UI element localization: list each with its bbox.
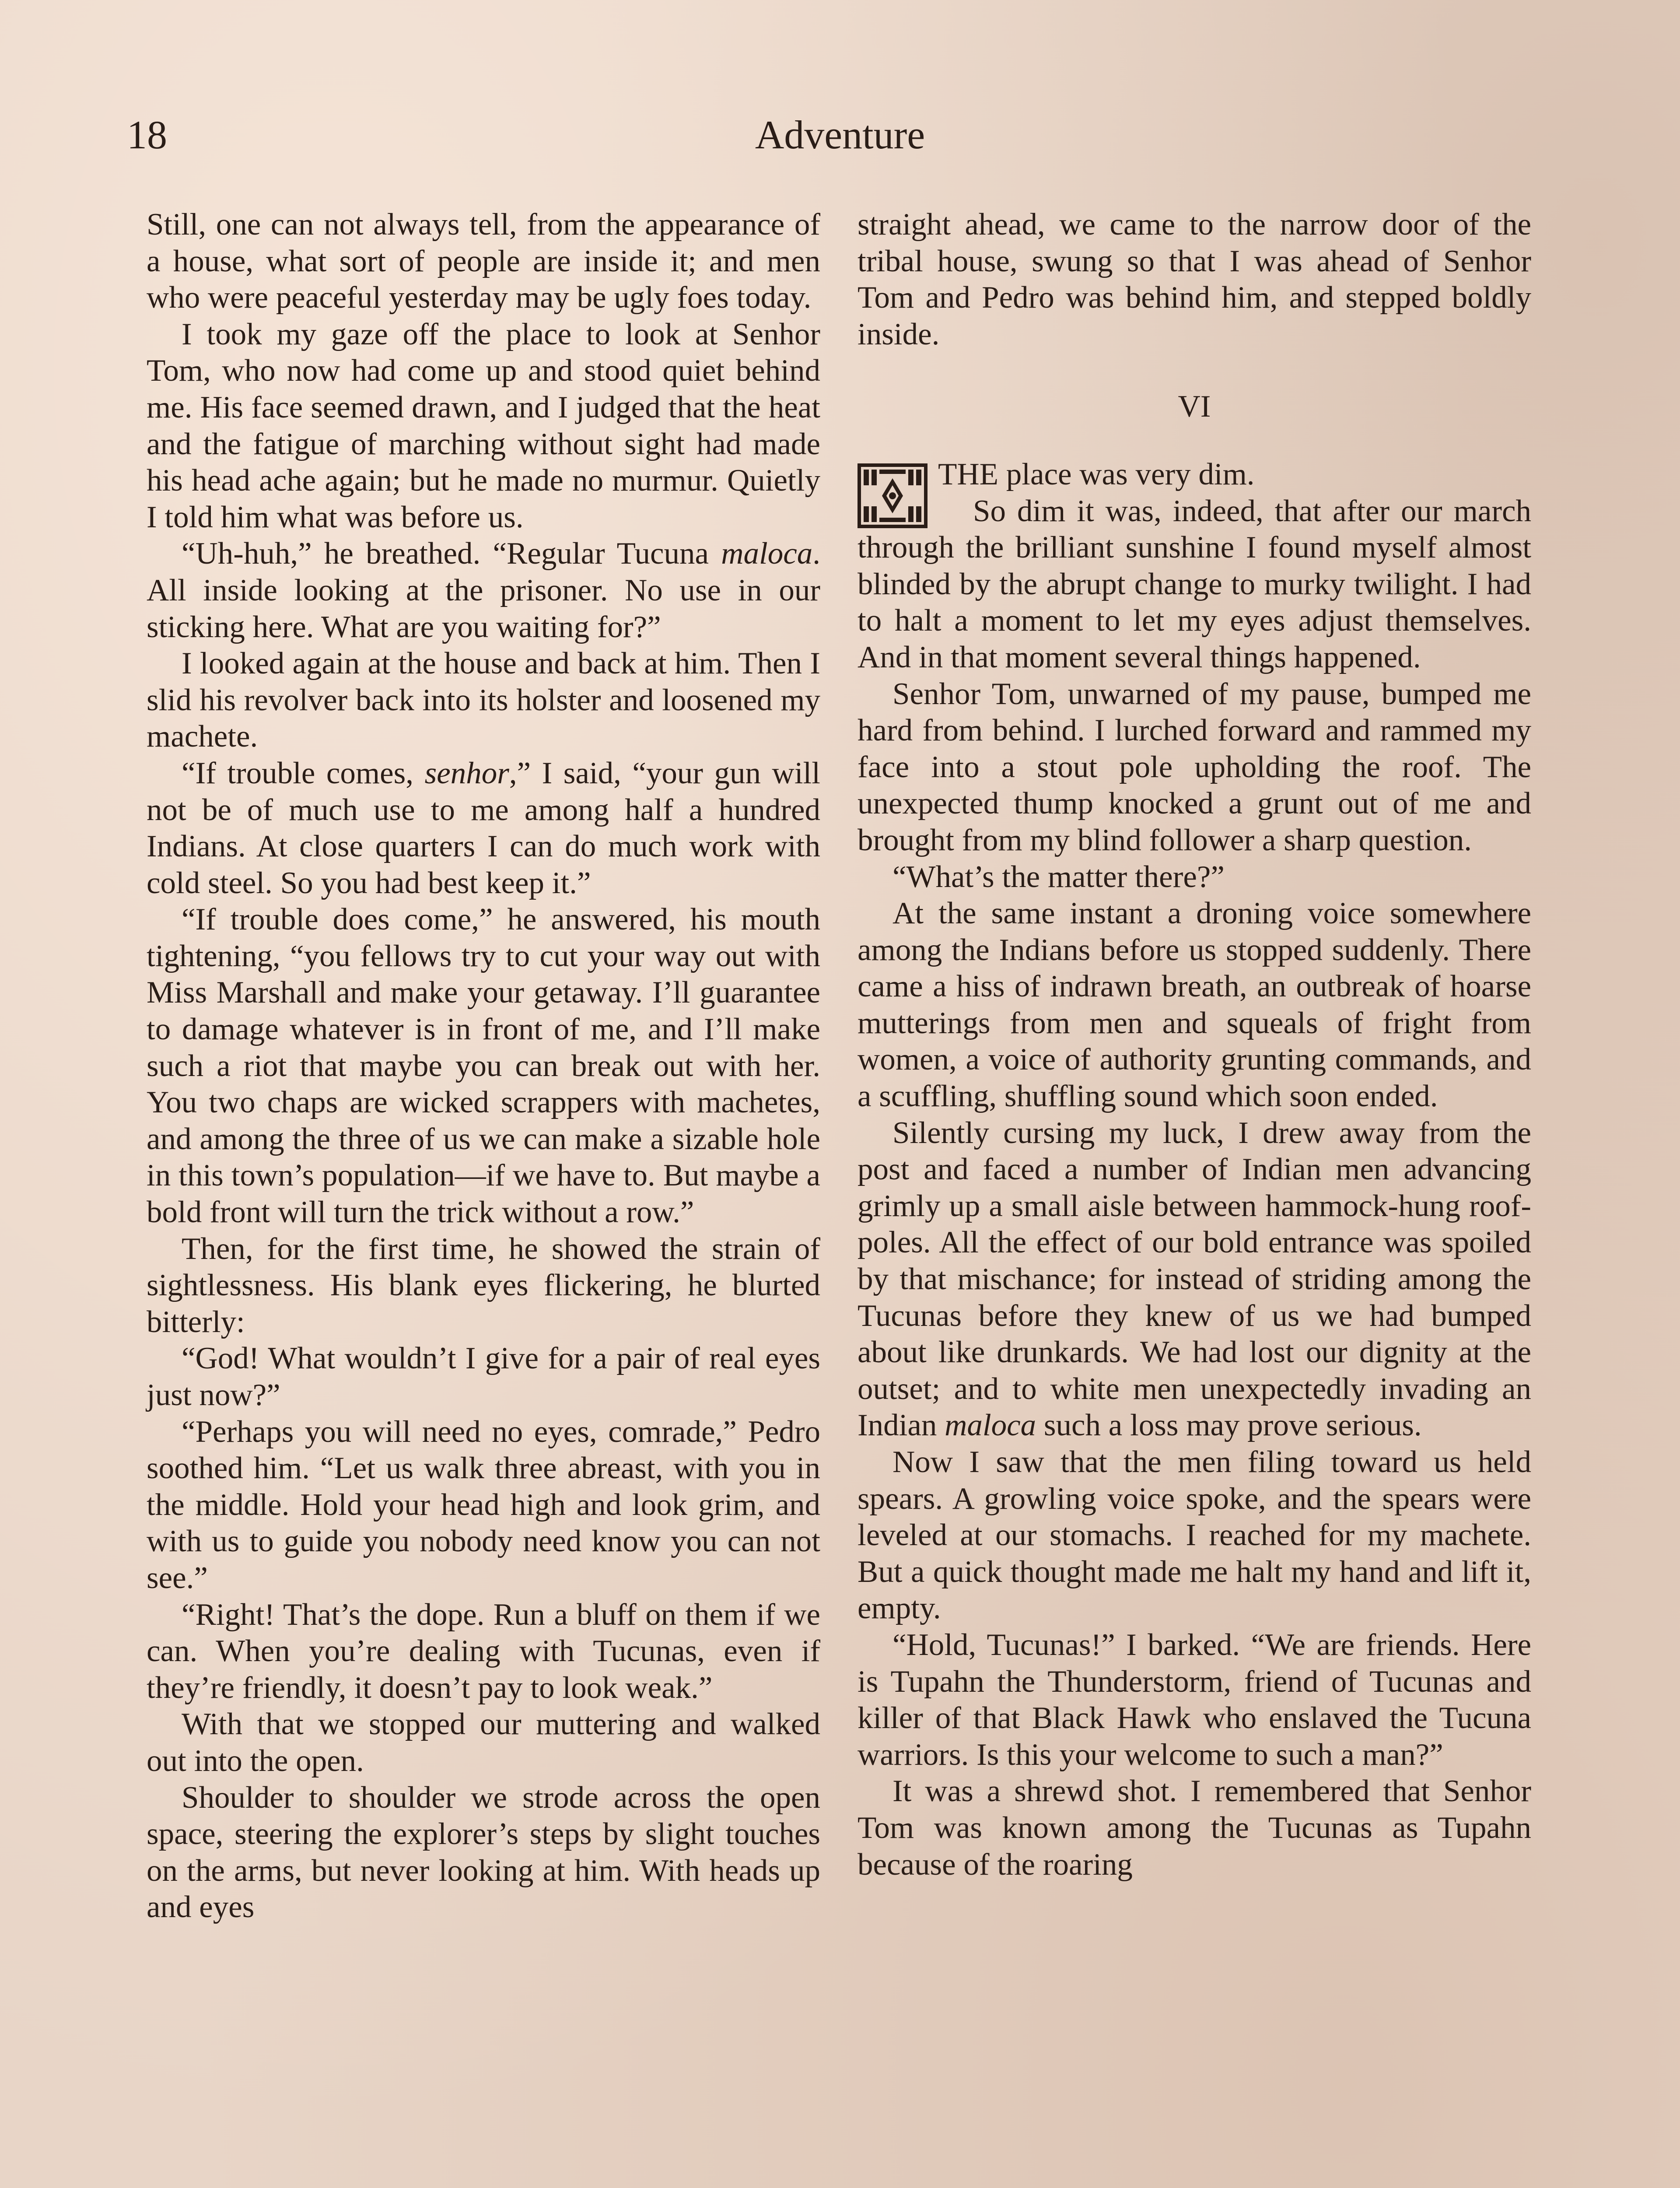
paragraph: Then, for the first time, he showed the strain of sightlessness. His blank eyes flickering, he blurted bitterly: <box>147 1231 820 1339</box>
paragraph: “Perhaps you will need no eyes, comrade,” Pedro soothed him. “Let us walk three abreast, with you in the middle. Hold your head high and look grim, and with us to guide you nobody need know you can not see.” <box>147 1414 820 1595</box>
paragraph: THE place was very dim. <box>938 457 1255 491</box>
right-column <box>858 207 1531 1883</box>
ornamental-drop-cap-icon <box>858 463 928 528</box>
italic-text: senhor <box>424 756 509 790</box>
italic-text: maloca <box>945 1408 1036 1443</box>
page-number: 18 <box>127 112 167 157</box>
paragraph: Still, one can not always tell, from the appearance of a house, what sort of people are inside it; and men who were peaceful yesterday may be ugly foes today. <box>147 207 820 315</box>
paragraph: straight ahead, we came to the narrow door of the tribal house, swung so that I was ahead of Senhor Tom and Pedro was behind him, and stepped boldly inside. <box>858 207 1531 351</box>
italic-text: maloca <box>721 536 813 571</box>
paragraph: With that we stopped our muttering and walked out into the open. <box>147 1707 820 1778</box>
paragraph: “What’s the matter there?” <box>892 859 1225 894</box>
paragraph: I took my gaze off the place to look at Senhor Tom, who now had come up and stood quiet behind me. His face seemed drawn, and I judged that the heat and the fatigue of marching without sight had made his head ache again; but he made no murmur. Quietly I told him what was before us. <box>147 317 820 534</box>
paragraph: I looked again at the house and back at him. Then I slid his revolver back into its holster and loosened my machete. <box>147 646 820 754</box>
paragraph: At the same instant a droning voice somewhere among the Indians before us stopped suddenly. There came a hiss of indrawn breath, an outbreak of hoarse mutterings from men and squeals of fright from women, a voice of authority grunting commands, and a scuffling, shuffling sound which soon ended. <box>858 896 1531 1114</box>
left-column <box>147 207 820 1926</box>
paragraph: “If trouble does come,” he answered, his mouth tightening, “you fellows try to cut your way out with Miss Marshall and make your getaway. I’ll guarantee to damage whatever is in front of me, and I’ll make such a riot that maybe you can break out with her. You two chaps are wicked scrappers with machetes, and among the three of us we can make a sizable hole in this town’s population—if we have to. But maybe a bold front will turn the trick without a row.” <box>147 902 820 1230</box>
paragraph: Shoulder to shoulder we strode across the open space, steering the explorer’s steps by slight touches on the arms, but never looking at him. With heads up and eyes <box>147 1780 820 1925</box>
paragraph: Silently cursing my luck, I drew away from the post and faced a number of Indian men advancing grimly up a small aisle between hammock-hung roof-poles. All the effect of our bold entrance was spoiled by that mischance; for instead of striding among the Tucunas before they knew of us we had bumped about like drunkards. We had lost our dignity at the outset; and to white men unexpectedly invading an Indian maloca such a loss may prove serious. <box>858 1115 1531 1443</box>
paragraph: “Uh-huh,” he breathed. “Regular Tucuna maloca. All inside looking at the prisoner. No use in our sticking here. What are you waiting for?” <box>147 536 820 644</box>
paragraph: So dim it was, indeed, that after our march through the brilliant sunshine I found myself almost blinded by the abrupt change to murky twilight. I had to halt a moment to let my eyes adjust themselves. And in that moment several things happened. <box>858 494 1531 674</box>
paragraph: It was a shrewd shot. I remembered that Senhor Tom was known among the Tucunas as Tupahn because of the roaring <box>858 1774 1531 1882</box>
paragraph: Now I saw that the men filing toward us held spears. A growling voice spoke, and the spears were leveled at our stomachs. I reached for my machete. But a quick thought made me halt my hand and lift it, empty. <box>858 1445 1531 1626</box>
paragraph: “Hold, Tucunas!” I barked. “We are friends. Here is Tupahn the Thunderstorm, friend of Tucunas and killer of that Black Hawk who enslaved the Tucuna warriors. Is this your welcome to such a man?” <box>858 1627 1531 1772</box>
paragraph: “God! What wouldn’t I give for a pair of real eyes just now?” <box>147 1341 820 1412</box>
paragraph: “If trouble comes, senhor,” I said, “your gun will not be of much use to me among half a hundred Indians. At close quarters I can do much work with cold steel. So you had best keep it.” <box>147 756 820 900</box>
paragraph: “Right! That’s the dope. Run a bluff on them if we can. When you’re dealing with Tucunas, even if they’re friendly, it doesn’t pay to look weak.” <box>147 1597 820 1705</box>
running-title: Adventure <box>755 112 925 157</box>
section-heading: VI <box>1178 389 1211 424</box>
paragraph: Senhor Tom, unwarned of my pause, bumped me hard from behind. I lurched forward and rammed my face into a stout pole upholding the roof. The unexpected thump knocked a grunt out of me and brought from my blind follower a sharp question. <box>858 677 1531 857</box>
